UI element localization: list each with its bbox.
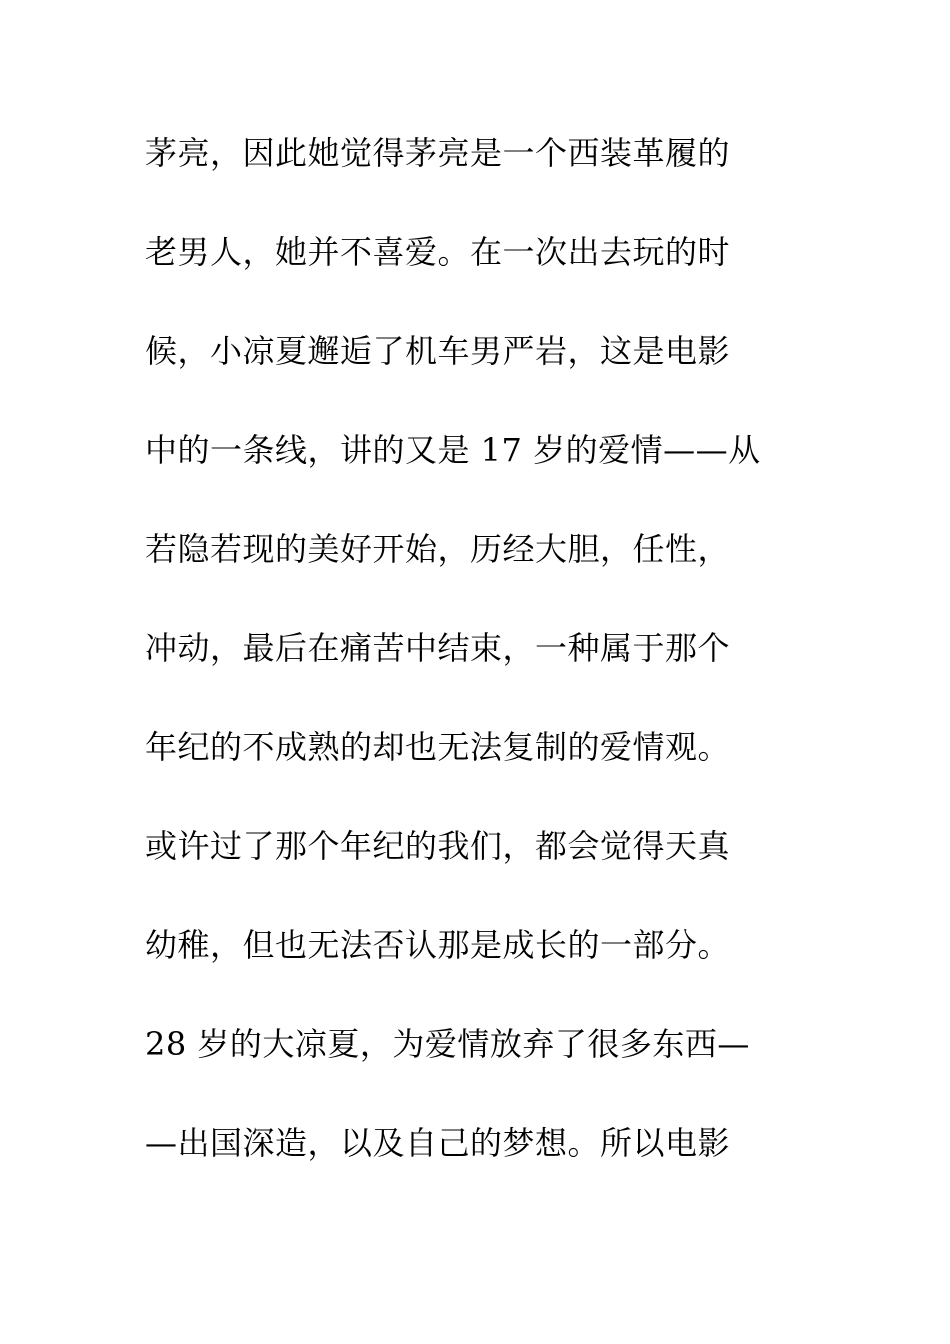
text-line-2: 老男人，她并不喜爱。在一次出去玩的时 [145,233,731,271]
text-line-11: —出国深造，以及自己的梦想。所以电影 [145,1124,731,1162]
text-line-4: 中的一条线，讲的又是 17 岁的爱情——从 [145,431,761,469]
text-line-9: 幼稚，但也无法否认那是成长的一部分。 [145,926,731,964]
text-line-6: 冲动，最后在痛苦中结束，一种属于那个 [145,629,731,667]
text-line-10: 28 岁的大凉夏，为爱情放弃了很多东西— [145,1025,750,1063]
text-line-5: 若隐若现的美好开始，历经大胆，任性， [145,530,731,568]
text-line-3: 候，小凉夏邂逅了机车男严岩，这是电影 [145,332,731,370]
text-line-8: 或许过了那个年纪的我们，都会觉得天真 [145,827,731,865]
text-line-7: 年纪的不成熟的却也无法复制的爱情观。 [145,728,731,766]
body-text [145,126,805,1215]
text-line-1: 茅亮，因此她觉得茅亮是一个西装革履的 [145,134,731,172]
